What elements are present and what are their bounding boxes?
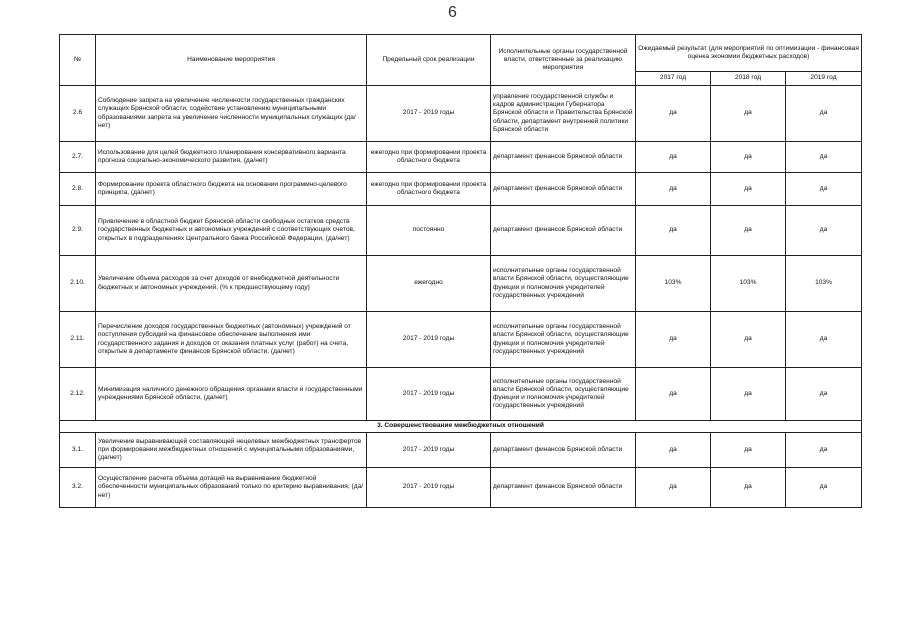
table-row <box>60 433 862 468</box>
row-result-2019: да <box>786 173 862 206</box>
row-result-2017: да <box>636 312 711 368</box>
row-num: 2.6 <box>60 86 96 142</box>
header-year-2018: 2018 год <box>711 72 786 86</box>
row-result-2017: да <box>636 86 711 142</box>
table-row <box>60 312 862 368</box>
row-name: Соблюдение запрета на увеличение численности государственных гражданских служащих Брянской области, содействие установлению муниципальными образованиями запрета на увеличение численности муниципальных служащих (да/нет) <box>96 86 367 142</box>
row-result-2018: да <box>711 173 786 206</box>
row-deadline: 2017 - 2019 годы <box>367 312 491 368</box>
row-result-2019: да <box>786 433 862 468</box>
row-result-2017: да <box>636 206 711 256</box>
row-result-2017: 103% <box>636 256 711 312</box>
row-executor: исполнительные органы государственной власти Брянской области, осуществляющие функции и полномочия учредителей государственных учреждений <box>491 256 636 312</box>
row-result-2017: да <box>636 142 711 173</box>
row-result-2019: да <box>786 312 862 368</box>
section-title: 3. Совершенствование межбюджетных отношений <box>60 421 862 433</box>
header-row <box>60 35 862 72</box>
row-result-2017: да <box>636 468 711 508</box>
row-result-2018: да <box>711 312 786 368</box>
table-row <box>60 206 862 256</box>
row-result-2019: да <box>786 468 862 508</box>
table-row <box>60 256 862 312</box>
row-name: Использование для целей бюджетного планирования консервативного варианта прогноза социально-экономического развития, (да/нет) <box>96 142 367 173</box>
header-num: № <box>60 35 96 86</box>
row-deadline: постоянно <box>367 206 491 256</box>
row-name: Осуществление расчета объема дотаций на выравнивание бюджетной обеспеченности муниципальных образований только по критерию выравнивания, (да/нет) <box>96 468 367 508</box>
row-result-2017: да <box>636 368 711 421</box>
header-name: Наименование мероприятия <box>96 35 367 86</box>
row-deadline: 2017 - 2019 годы <box>367 468 491 508</box>
row-name: Привлечение в областной бюджет Брянской области свободных остатков средств государственных бюджетных и автономных учреждений с соответствующих счетов, открытых в подразделениях Центрального банка Российской Федерации, (да/нет) <box>96 206 367 256</box>
row-result-2019: да <box>786 142 862 173</box>
row-deadline: ежегодно <box>367 256 491 312</box>
row-deadline: ежегодно при формировании проекта областного бюджета <box>367 173 491 206</box>
section-row <box>60 421 862 433</box>
row-num: 2.12. <box>60 368 96 421</box>
table-row <box>60 86 862 142</box>
row-result-2019: 103% <box>786 256 862 312</box>
page-number: 6 <box>448 4 457 21</box>
row-deadline: 2017 - 2019 годы <box>367 433 491 468</box>
row-name: Формирование проекта областного бюджета на основании программно-целевого принципа, (да/нет) <box>96 173 367 206</box>
row-num: 2.8. <box>60 173 96 206</box>
row-executor: департамент финансов Брянской области <box>491 173 636 206</box>
row-name: Увеличение объема расходов за счет доходов от внебюджетной деятельности бюджетных и автономных учреждений, (% к предшествующему году) <box>96 256 367 312</box>
row-result-2018: да <box>711 368 786 421</box>
row-name: Перечисление доходов государственных бюджетных (автономных) учреждений от поступления субсидий на финансовое обеспечение выполнения ими государственного задания и доходов от оказания платных услуг (работ) на счета, открытые в департаменте финансов Брянской области, (да/нет) <box>96 312 367 368</box>
row-result-2017: да <box>636 173 711 206</box>
row-executor: департамент финансов Брянской области <box>491 142 636 173</box>
row-executor: департамент финансов Брянской области <box>491 468 636 508</box>
row-num: 2.11. <box>60 312 96 368</box>
table-row <box>60 468 862 508</box>
row-result-2019: да <box>786 368 862 421</box>
row-name: Увеличение выравнивающей составляющей нецелевых межбюджетных трансфертов при формировании межбюджетных отношений с муниципальными образованиями, (да/нет) <box>96 433 367 468</box>
table-row <box>60 173 862 206</box>
row-name: Минимизация наличного денежного обращения органами власти и государственными учреждениями Брянской области, (да/нет) <box>96 368 367 421</box>
table-row <box>60 142 862 173</box>
row-result-2018: 103% <box>711 256 786 312</box>
row-result-2017: да <box>636 433 711 468</box>
row-result-2018: да <box>711 206 786 256</box>
row-result-2018: да <box>711 142 786 173</box>
row-result-2019: да <box>786 86 862 142</box>
row-num: 3.2. <box>60 468 96 508</box>
row-executor: управление государственной службы и кадров администрации Губернатора Брянской области и Правительства Брянской области, департамент внутренней политики Брянской области <box>491 86 636 142</box>
header-year-2017: 2017 год <box>636 72 711 86</box>
row-num: 2.7. <box>60 142 96 173</box>
row-num: 3.1. <box>60 433 96 468</box>
table-row <box>60 368 862 421</box>
row-result-2018: да <box>711 86 786 142</box>
header-expected-result: Ожидаемый результат (для мероприятий по оптимизации - финансовая оценка экономии бюджетных расходов) <box>636 35 862 72</box>
measures-table <box>59 34 862 508</box>
row-result-2018: да <box>711 433 786 468</box>
row-deadline: ежегодно при формировании проекта областного бюджета <box>367 142 491 173</box>
table-body <box>60 35 862 508</box>
header-executors: Исполнительные органы государственной власти, ответственные за реализацию мероприятия <box>491 35 636 86</box>
header-year-2019: 2019 год <box>786 72 862 86</box>
row-deadline: 2017 - 2019 годы <box>367 86 491 142</box>
row-result-2018: да <box>711 468 786 508</box>
row-executor: департамент финансов Брянской области <box>491 206 636 256</box>
row-executor: исполнительные органы государственной власти Брянской области, осуществляющие функции и полномочия учредителей государственных учреждений <box>491 368 636 421</box>
row-num: 2.10. <box>60 256 96 312</box>
row-result-2019: да <box>786 206 862 256</box>
row-executor: исполнительные органы государственной власти Брянской области, осуществляющие функции и полномочия учредителей государственных учреждений <box>491 312 636 368</box>
header-deadline: Предельный срок реализации <box>367 35 491 86</box>
row-num: 2.9. <box>60 206 96 256</box>
row-deadline: 2017 - 2019 годы <box>367 368 491 421</box>
row-executor: департамент финансов Брянской области <box>491 433 636 468</box>
